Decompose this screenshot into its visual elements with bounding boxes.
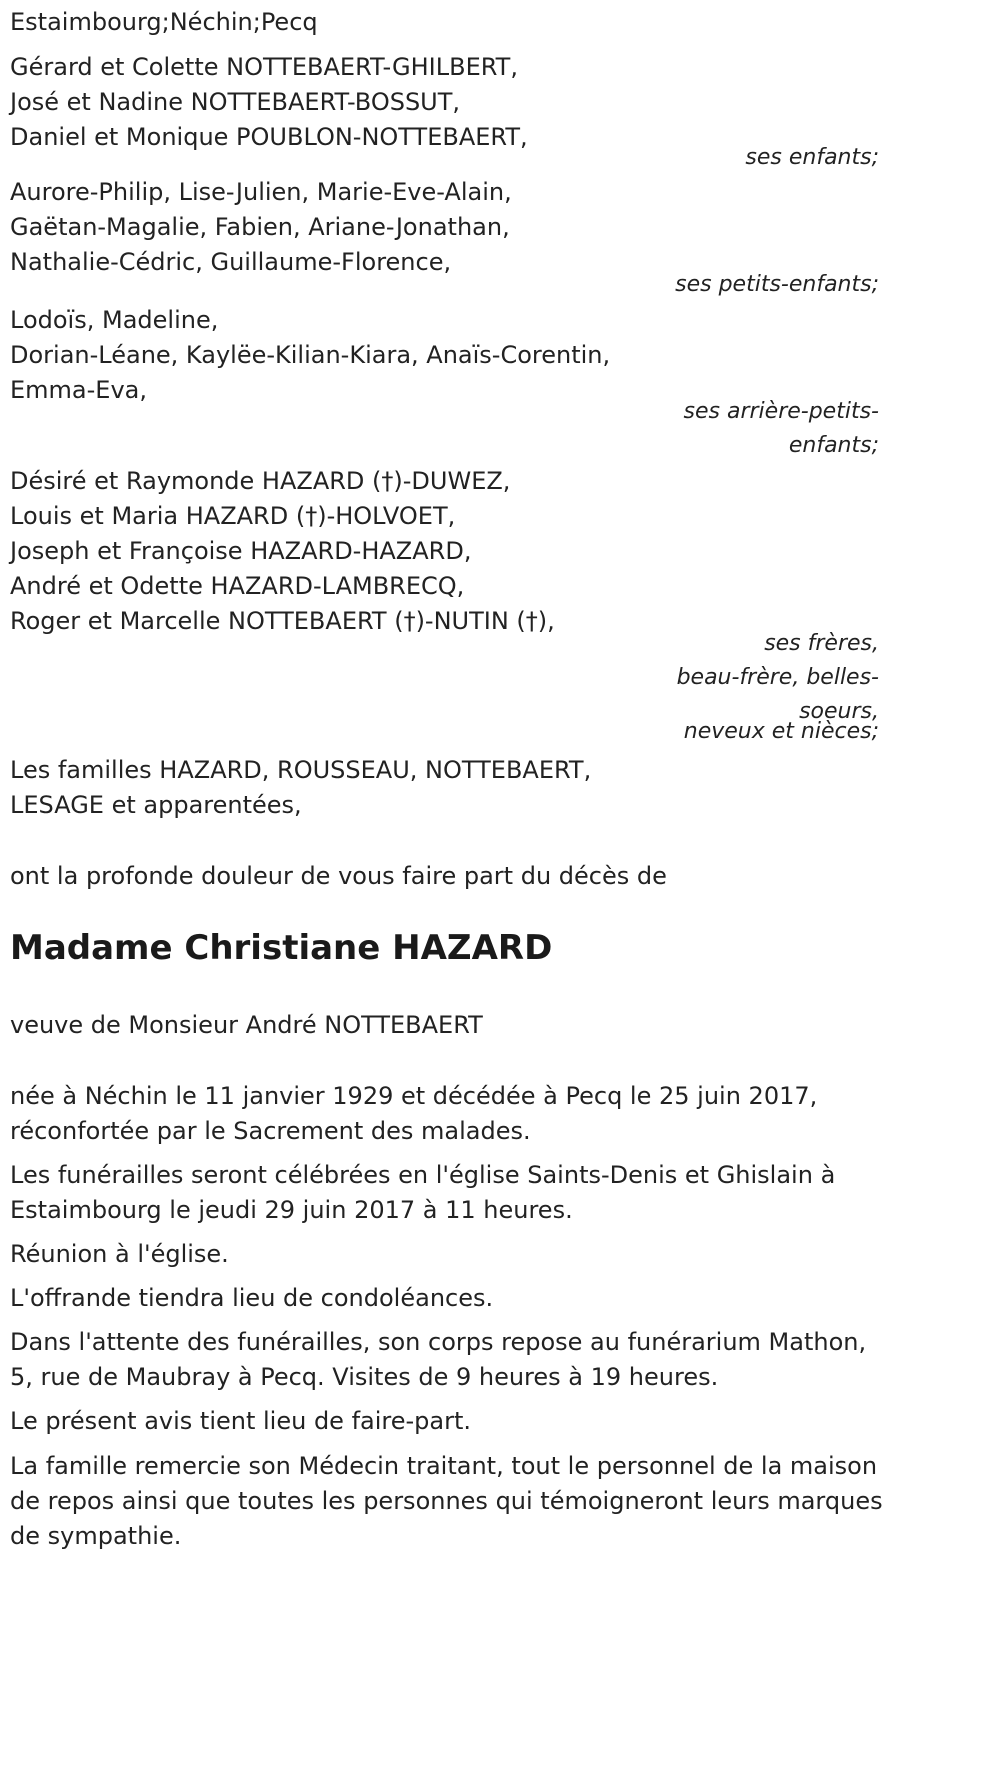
role-text: ses petits-enfants; [675,272,879,297]
grandchildren-role [675,268,879,302]
announcement-text: ont la profonde douleur de vous faire part du décès de [10,862,667,890]
family-line: Daniel et Monique POUBLON-NOTTEBAERT, [10,123,528,151]
family-line: Nathalie-Cédric, Guillaume-Florence, [10,248,452,276]
widow-of-text: veuve de Monsieur André NOTTEBAERT [10,1011,483,1039]
deceased-name: Madame Christiane HAZARD [10,928,553,968]
paragraph-line: Le présent avis tient lieu de faire-part. [10,1407,472,1435]
meeting-paragraph [10,1237,890,1272]
notice-paragraph [10,1404,890,1439]
children-list [10,50,890,155]
paragraph-line: L'offrande tiendra lieu de condoléances. [10,1284,494,1312]
family-line: Joseph et Françoise HAZARD-HAZARD, [10,537,472,565]
role-text: enfants; [788,433,879,458]
family-line: Aurore-Philip, Lise-Julien, Marie-Eve-Alain, [10,178,512,206]
birth-death-paragraph [10,1079,890,1149]
families-list [10,753,890,823]
family-line: Lodoïs, Madeline, [10,306,219,334]
offering-paragraph [10,1281,890,1316]
announcement [10,859,890,894]
thanks-paragraph [10,1449,890,1554]
paragraph-line: Estaimbourg le jeudi 29 juin 2017 à 11 heures. [10,1196,573,1224]
location-header [10,5,890,40]
paragraph-line: Réunion à l'église. [10,1240,229,1268]
family-line: LESAGE et apparentées, [10,791,302,819]
great-grandchildren-list [10,303,890,408]
family-line: Les familles HAZARD, ROUSSEAU, NOTTEBAERT, [10,756,592,784]
paragraph-line: Dans l'attente des funérailles, son corps repose au funérarium Mathon, [10,1328,867,1356]
location-text: Estaimbourg;Néchin;Pecq [10,8,318,36]
role-text: ses frères, [764,631,879,656]
family-line: Gérard et Colette NOTTEBAERT-GHILBERT, [10,53,518,81]
paragraph-line: réconfortée par le Sacrement des malades. [10,1117,531,1145]
grandchildren-list [10,175,890,280]
visitation-paragraph [10,1325,890,1395]
great-grandchildren-role [684,395,879,463]
family-line: Roger et Marcelle NOTTEBAERT (†)-NUTIN (†), [10,607,555,635]
family-line: Emma-Eva, [10,376,147,404]
siblings-role [677,627,879,749]
widow-of [10,1008,890,1043]
paragraph-line: La famille remercie son Médecin traitant, tout le personnel de la maison [10,1452,878,1480]
children-role [745,141,879,175]
paragraph-line: Les funérailles seront célébrées en l'église Saints-Denis et Ghislain à [10,1161,836,1189]
role-text: neveux et nièces; [683,719,879,744]
paragraph-line: née à Néchin le 11 janvier 1929 et décédée à Pecq le 25 juin 2017, [10,1082,818,1110]
family-line: Dorian-Léane, Kaylëe-Kilian-Kiara, Anaïs-Corentin, [10,341,611,369]
family-line: José et Nadine NOTTEBAERT-BOSSUT, [10,88,461,116]
family-line: André et Odette HAZARD-LAMBRECQ, [10,572,465,600]
family-line: Louis et Maria HAZARD (†)-HOLVOET, [10,502,456,530]
siblings-list [10,464,890,639]
role-text: beau-frère, belles- [676,665,879,690]
paragraph-line: de sympathie. [10,1522,182,1550]
role-text: ses arrière-petits- [683,399,879,424]
role-text: soeurs, [799,699,879,724]
role-text: ses enfants; [745,145,879,170]
funeral-paragraph [10,1158,890,1228]
family-line: Désiré et Raymonde HAZARD (†)-DUWEZ, [10,467,511,495]
paragraph-line: 5, rue de Maubray à Pecq. Visites de 9 heures à 19 heures. [10,1363,719,1391]
paragraph-line: de repos ainsi que toutes les personnes qui témoigneront leurs marques [10,1487,883,1515]
family-line: Gaëtan-Magalie, Fabien, Ariane-Jonathan, [10,213,510,241]
